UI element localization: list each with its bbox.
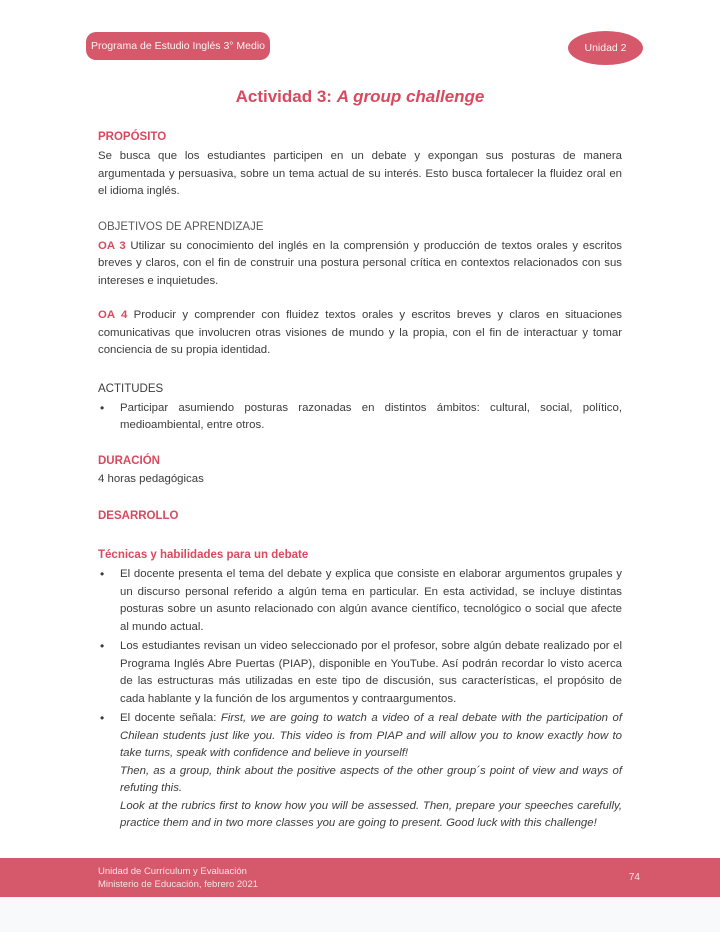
activity-title-prefix: Actividad 3: <box>235 87 337 106</box>
actitudes-list <box>98 400 622 435</box>
teacher-quote-text-1: First, we are going to watch a video of a real debate with the participation of Chilean students just like you. This video is from PIAP and will allow you to know exactly how to take turns, speak with confidence and believe in yourself! <box>120 712 623 759</box>
development-bullet-3 <box>98 710 622 833</box>
teacher-quote-lead: El docente señala: <box>120 712 221 724</box>
development-bullet-2-text: Los estudiantes revisan un video seleccionado por el profesor, sobre algún debate realizado por el Programa Inglés Abre Puertas (PIAP), disponible en YouTube. Así podrán recordar lo visto acerca de las estructuras más utilizadas en este tipo de discusión, sus características, el propósito de cada hablante y la función de los argumentos y contraargumentos. <box>120 640 622 705</box>
program-badge: Programa de Estudio Inglés 3° Medio <box>86 32 270 60</box>
tecnicas-subheading: Técnicas y habilidades para un debate <box>98 549 309 561</box>
footer-ministry: Ministerio de Educación, febrero 2021 <box>98 878 259 890</box>
proposito-heading: PROPÓSITO <box>98 131 167 143</box>
activity-title <box>0 86 720 108</box>
development-bullet-1-text: El docente presenta el tema del debate y explica que consiste en elaborar argumentos grupales y un discurso personal referido a algún tema en particular. En esta actividad, se incluye distintas posturas sobre un asunto relacionado con algún avance científico, tecnológico o social que afecte al mundo actual. <box>120 568 622 633</box>
oa3-text: Utilizar su conocimiento del inglés en la comprensión y producción de textos orales y escritos breves y claros, con el fin de construir una postura personal crítica en contextos relacionados con sus intereses e inquietudes. <box>98 239 622 287</box>
teacher-quote-text-3: Look at the rubrics first to know how you will be assessed. Then, prepare your speeches carefully, practice them and in two more classes you are going to present. Good luck with this challenge! <box>120 799 622 829</box>
oa4-paragraph <box>98 307 622 360</box>
development-bullet-1 <box>98 566 622 636</box>
document-content <box>0 130 720 833</box>
teacher-quote-part-3 <box>120 798 622 833</box>
footer-org: Unidad de Currículum y Evaluación <box>98 865 247 877</box>
activity-title-name: A group challenge <box>336 87 485 106</box>
page-header <box>0 0 720 66</box>
teacher-quote-part-1 <box>120 710 622 763</box>
page-footer <box>0 858 720 897</box>
duracion-body: 4 horas pedagógicas <box>98 472 204 485</box>
page-number: 74 <box>628 872 640 883</box>
page-bottom-margin <box>0 897 720 932</box>
oa4-label: OA 4 <box>98 309 128 321</box>
teacher-quote-text-2: Then, as a group, think about the positive aspects of the other group´s point of view and ways of refuting this. <box>120 764 622 794</box>
oa4-text: Producir y comprender con fluidez textos orales y escritos breves y claros en situaciones comunicativas que involucren otras visiones de mundo y la propia, con el fin de interactuar y tomar conciencia de su propia identidad. <box>98 309 622 356</box>
objetivos-heading: OBJETIVOS DE APRENDIZAJE <box>98 220 264 233</box>
footer-credits <box>98 865 258 891</box>
teacher-quote-part-2 <box>120 763 622 798</box>
oa3-label: OA 3 <box>98 239 126 252</box>
development-bullet-2 <box>98 638 622 708</box>
development-bullet-list <box>98 566 622 833</box>
actitudes-item-text: Participar asumiendo posturas razonadas en distintos ámbitos: cultural, social, político, medioambiental, entre otros. <box>120 401 622 431</box>
proposito-body: Se busca que los estudiantes participen en un debate y expongan sus posturas de manera argumentada y persuasiva, sobre un tema actual de su interés. Esto busca fortalecer la fluidez oral en el idioma inglés. <box>98 150 622 197</box>
actitudes-item <box>98 400 622 435</box>
duracion-heading: DURACIÓN <box>98 454 160 467</box>
oa3-paragraph <box>98 238 622 291</box>
actitudes-heading: ACTITUDES <box>98 382 164 395</box>
desarrollo-heading: DESARROLLO <box>98 510 179 522</box>
unit-badge: Unidad 2 <box>568 31 643 65</box>
